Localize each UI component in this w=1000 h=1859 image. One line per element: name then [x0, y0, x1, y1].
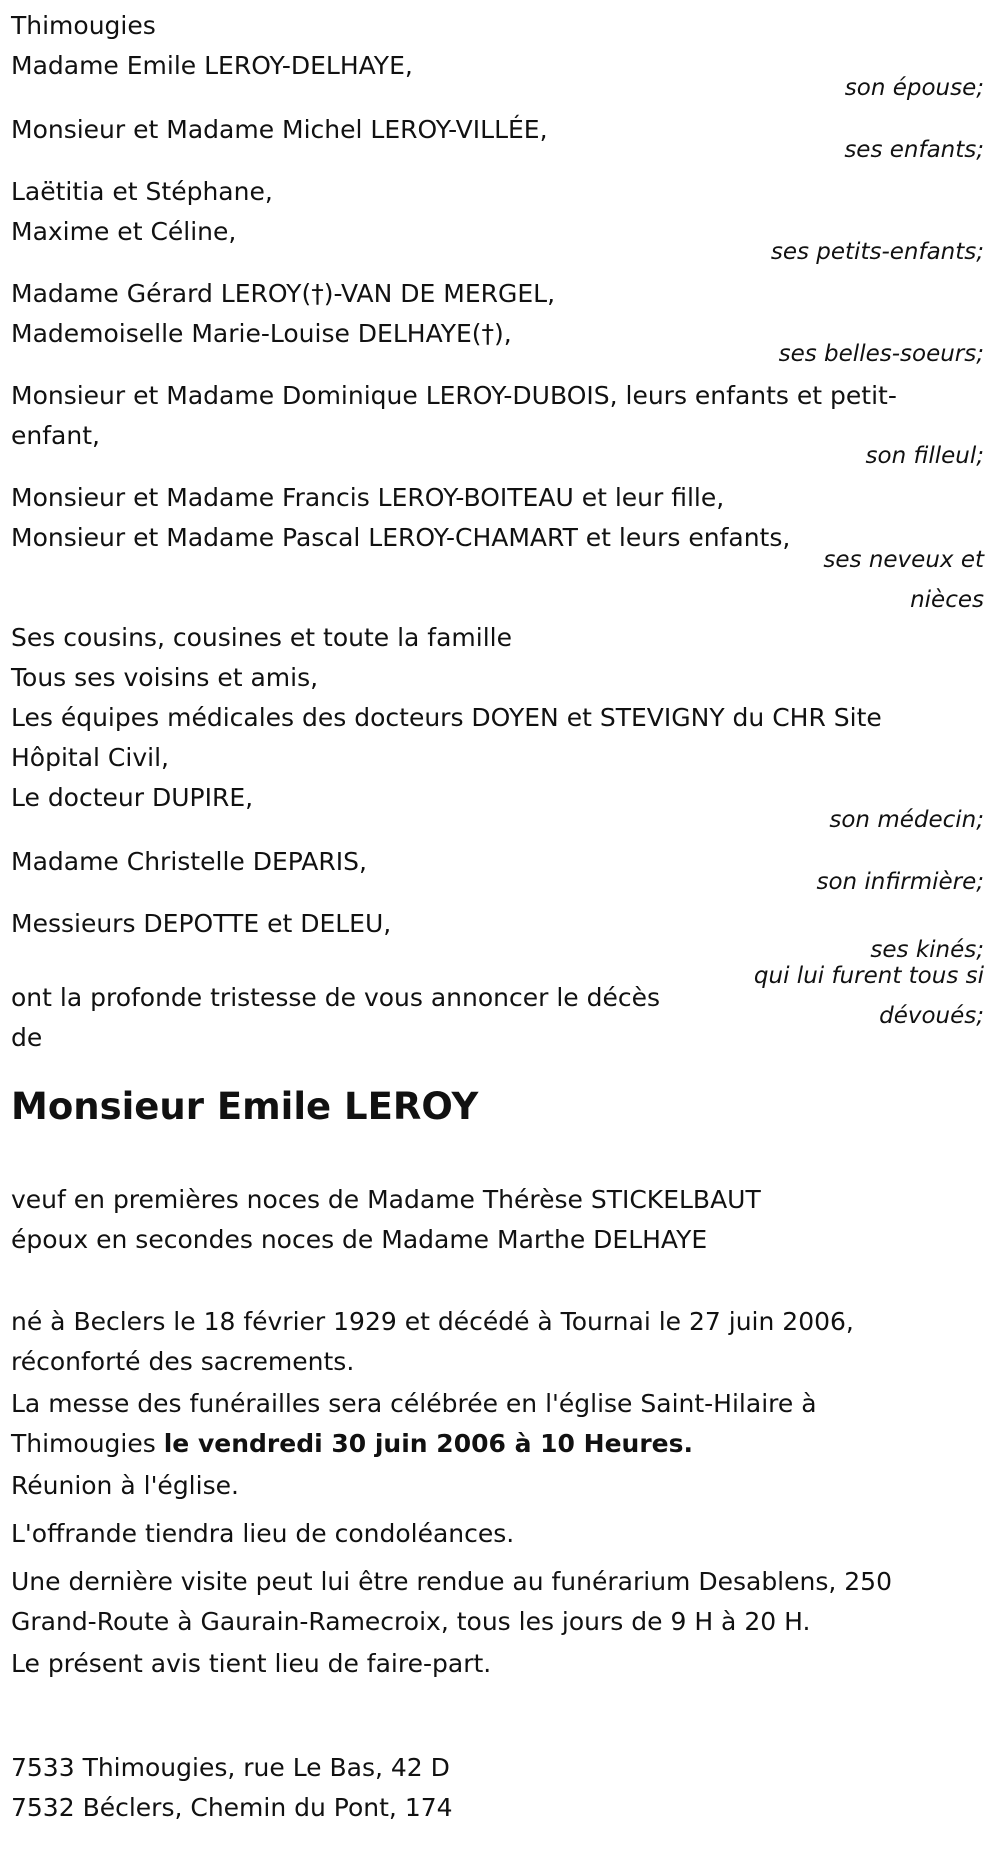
children-name: Monsieur et Madame Michel LEROY-VILLÉE,	[11, 115, 548, 144]
address-1: 7533 Thimougies, rue Le Bas, 42 D	[11, 1753, 450, 1782]
address-2: 7532 Béclers, Chemin du Pont, 174	[11, 1793, 453, 1822]
visit-info: Une dernière visite peut lui être rendue au funérarium Desablens, 250 Grand-Route à Gaurain-Ramecroix, tous les jours de 9 H à 20 H.	[11, 1567, 892, 1636]
grandchildren-names: Laëtitia et Stéphane, Maxime et Céline,	[11, 177, 273, 246]
birth-death: né à Beclers le 18 février 1929 et décédé à Tournai le 27 juin 2006, réconforté des sacrements.	[11, 1307, 854, 1376]
meeting-info: Réunion à l'église.	[11, 1471, 239, 1500]
nurse-name: Madame Christelle DEPARIS,	[11, 847, 367, 876]
others-list: Ses cousins, cousines et toute la famille Tous ses voisins et amis, Les équipes médicales des docteurs DOYEN et STEVIGNY du CHR Site Hôpital Civil, Le docteur DUPIRE,	[11, 623, 882, 812]
devoted-relation: qui lui furent tous si dévoués;	[753, 963, 984, 1029]
deceased-name: Monsieur Emile LEROY	[11, 1085, 479, 1128]
sisters-in-law-names: Madame Gérard LEROY(†)-VAN DE MERGEL, Mademoiselle Marie-Louise DELHAYE(†),	[11, 279, 556, 348]
children-relation: ses enfants;	[844, 137, 984, 163]
notice-line: Le présent avis tient lieu de faire-part.	[11, 1649, 492, 1678]
doctor-relation: son médecin;	[829, 807, 984, 833]
addresses	[11, 1748, 991, 1828]
offering-info: L'offrande tiendra lieu de condoléances.	[11, 1519, 515, 1548]
mass-info: La messe des funérailles sera célébrée en l'église Saint-Hilaire à Thimougies le vendredi 30 juin 2006 à 10 Heures.	[11, 1389, 817, 1458]
godson-relation: son filleul;	[865, 443, 984, 469]
announcement: ont la profonde tristesse de vous annoncer le décès de	[11, 983, 661, 1052]
sisters-in-law-relation: ses belles-soeurs;	[778, 341, 984, 367]
physios-names: Messieurs DEPOTTE et DELEU,	[11, 909, 392, 938]
mass-place: Thimougies	[11, 1429, 156, 1458]
nephews-relation: ses neveux et nièces	[823, 547, 984, 613]
grandchildren-relation: ses petits-enfants;	[770, 239, 984, 265]
physios-relation: ses kinés;	[870, 937, 984, 963]
spouse-relation: son épouse;	[844, 75, 984, 101]
nephews-names: Monsieur et Madame Francis LEROY-BOITEAU et leur fille, Monsieur et Madame Pascal LEROY-CHAMART et leurs enfants,	[11, 483, 791, 552]
godson-names: Monsieur et Madame Dominique LEROY-DUBOIS, leurs enfants et petit- enfant,	[11, 381, 897, 450]
spouse-name: Madame Emile LEROY-DELHAYE,	[11, 51, 413, 80]
nurse-relation: son infirmière;	[816, 869, 984, 895]
mass-date: le vendredi 30 juin 2006 à 10 Heures.	[163, 1429, 693, 1458]
marital-status: veuf en premières noces de Madame Thérèse STICKELBAUT époux en secondes noces de Madame Marthe DELHAYE	[11, 1185, 761, 1254]
place-line: Thimougies Madame Emile LEROY-DELHAYE,	[11, 6, 991, 86]
